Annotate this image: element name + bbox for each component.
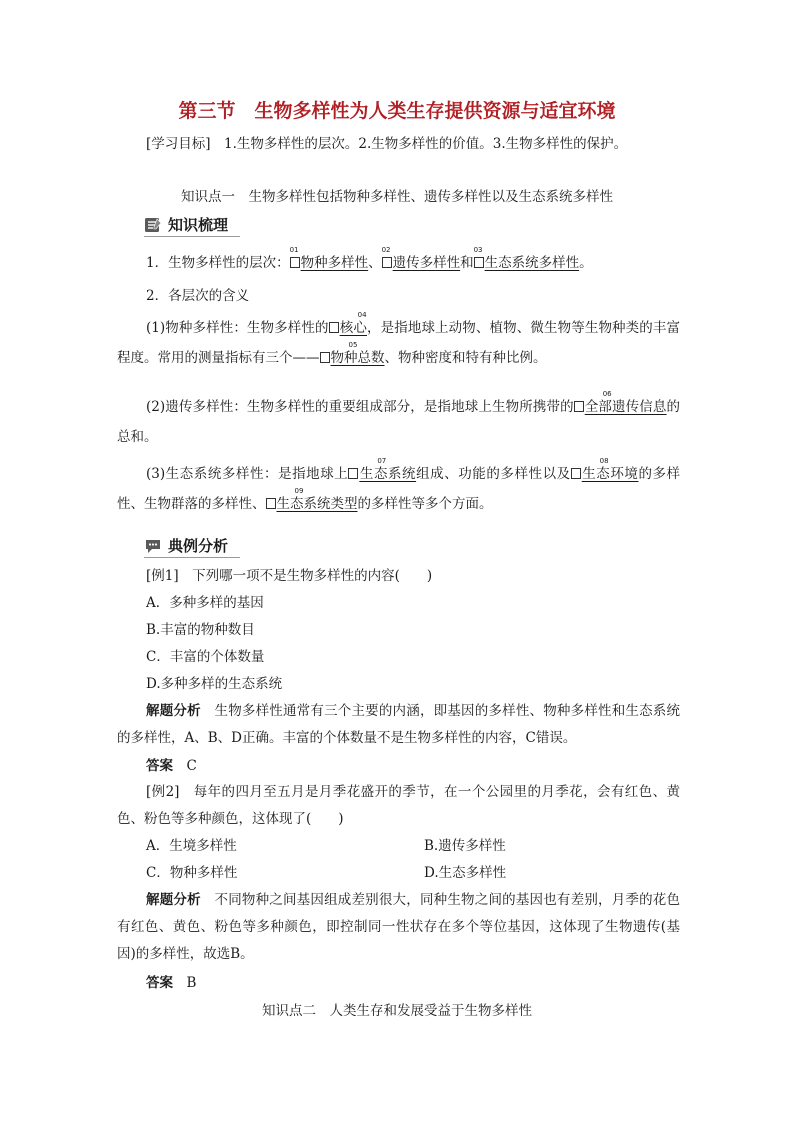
example-1-analysis: 解题分析 生物多样性通常有三个主要的内涵，即基因的多样性、物种多样性和生态系统的多样性，A、B、D正确。丰富的个体数量不是生物多样性的内容，C错误。 xyxy=(117,703,681,746)
section-heading-knowledge xyxy=(144,214,228,235)
blank-marker: 06 xyxy=(574,401,584,412)
example-1-option-c: C．丰富的个体数量 xyxy=(146,649,265,665)
answer-blank: 遗传多样性 xyxy=(392,255,461,271)
blank-marker: 03 xyxy=(474,257,484,268)
analysis-label: 解题分析 xyxy=(146,703,201,719)
heading-underline xyxy=(144,557,240,558)
item-2: 2．各层次的含义 xyxy=(146,288,250,304)
answer-blank: 生态系统多样性 xyxy=(484,255,580,271)
blank-marker: 05 xyxy=(320,352,330,363)
example-1-option-d: D.多种多样的生态系统 xyxy=(146,676,283,692)
blank-marker: 04 xyxy=(329,322,339,333)
learning-goals: [学习目标] 1.生物多样性的层次。2.生物多样性的价值。3.生物多样性的保护。 xyxy=(146,136,628,152)
example-2-question: [例2] 每年的四月至五月是月季花盛开的季节，在一个公园里的月季花，会有红色、黄色、粉色等多种颜色，这体现了( ) xyxy=(117,784,680,827)
answer-blank: 核心 xyxy=(339,320,367,336)
blank-marker: 02 xyxy=(382,257,392,268)
heading-underline xyxy=(144,236,240,237)
sub-item-3: (3)生态系统多样性：是指地球上 07 生态系统组成、功能的多样性以及 08 生态环境的多样性、生物群落的多样性、 09 生态系统类型的多样性等多个方面。 xyxy=(117,457,681,512)
analysis-label: 解题分析 xyxy=(146,892,201,908)
sub-item-2: (2)遗传多样性：生物多样性的重要组成部分，是指地球上生物所携带的 06 全部遗传信息的总和。 xyxy=(117,390,681,445)
example-1-option-b: B.丰富的物种数目 xyxy=(146,622,255,638)
example-2-option-b: B.遗传多样性 xyxy=(424,838,506,854)
answer-label: 答案 xyxy=(146,975,173,991)
item-1: 1．生物多样性的层次： 01 物种多样性、 02 遗传多样性和 03 生态系统多样性。 xyxy=(146,246,593,271)
answer-blank: 全部遗传信息 xyxy=(584,399,667,415)
answer-label: 答案 xyxy=(146,758,173,774)
section-heading-knowledge-label: 知识梳理 xyxy=(168,216,229,234)
section-heading-example-label: 典例分析 xyxy=(168,537,229,555)
section-heading-example xyxy=(144,535,228,556)
answer-blank: 物种多样性 xyxy=(300,255,369,271)
blank-marker: 08 xyxy=(571,468,581,479)
example-1-option-a: A．多种多样的基因 xyxy=(146,595,264,611)
knowledge-point-1-heading: 知识点一 生物多样性包括物种多样性、遗传多样性以及生态系统多样性 xyxy=(181,189,613,205)
example-1-question: [例1] 下列哪一项不是生物多样性的内容( ) xyxy=(146,568,433,584)
notebook-icon xyxy=(144,216,162,234)
speech-bubble-icon xyxy=(144,537,162,555)
answer-blank: 生态环境 xyxy=(581,466,639,482)
sub-item-1: (1)物种多样性：生物多样性的 04 核心，是指地球上动物、植物、微生物等生物种类的丰富程度。常用的测量指标有三个—— 05 物种总数、物种密度和特有种比例。 xyxy=(117,311,681,366)
knowledge-point-2-heading: 知识点二 人类生存和发展受益于生物多样性 xyxy=(262,1003,532,1019)
example-2-option-c: C．物种多样性 xyxy=(146,865,238,881)
example-1-answer: 答案 C xyxy=(146,758,197,774)
page-title: 第三节 生物多样性为人类生存提供资源与适宜环境 xyxy=(178,100,616,122)
blank-marker: 09 xyxy=(266,498,276,509)
blank-marker: 07 xyxy=(348,468,358,479)
answer-blank: 生态系统 xyxy=(359,466,417,482)
example-2-option-d: D.生态多样性 xyxy=(424,865,507,881)
answer-blank: 生态系统类型 xyxy=(276,496,358,512)
blank-marker: 01 xyxy=(290,257,300,268)
answer-blank: 物种总数 xyxy=(330,350,385,366)
example-2-analysis: 解题分析 不同物种之间基因组成差别很大，同种生物之间的基因也有差别，月季的花色有红色、黄色、粉色等多种颜色，即控制同一性状存在多个等位基因，这体现了生物遗传(基因)的多样性，故选B。 xyxy=(117,892,681,962)
example-2-answer: 答案 B xyxy=(146,975,197,991)
example-2-option-a: A．生境多样性 xyxy=(146,838,237,854)
